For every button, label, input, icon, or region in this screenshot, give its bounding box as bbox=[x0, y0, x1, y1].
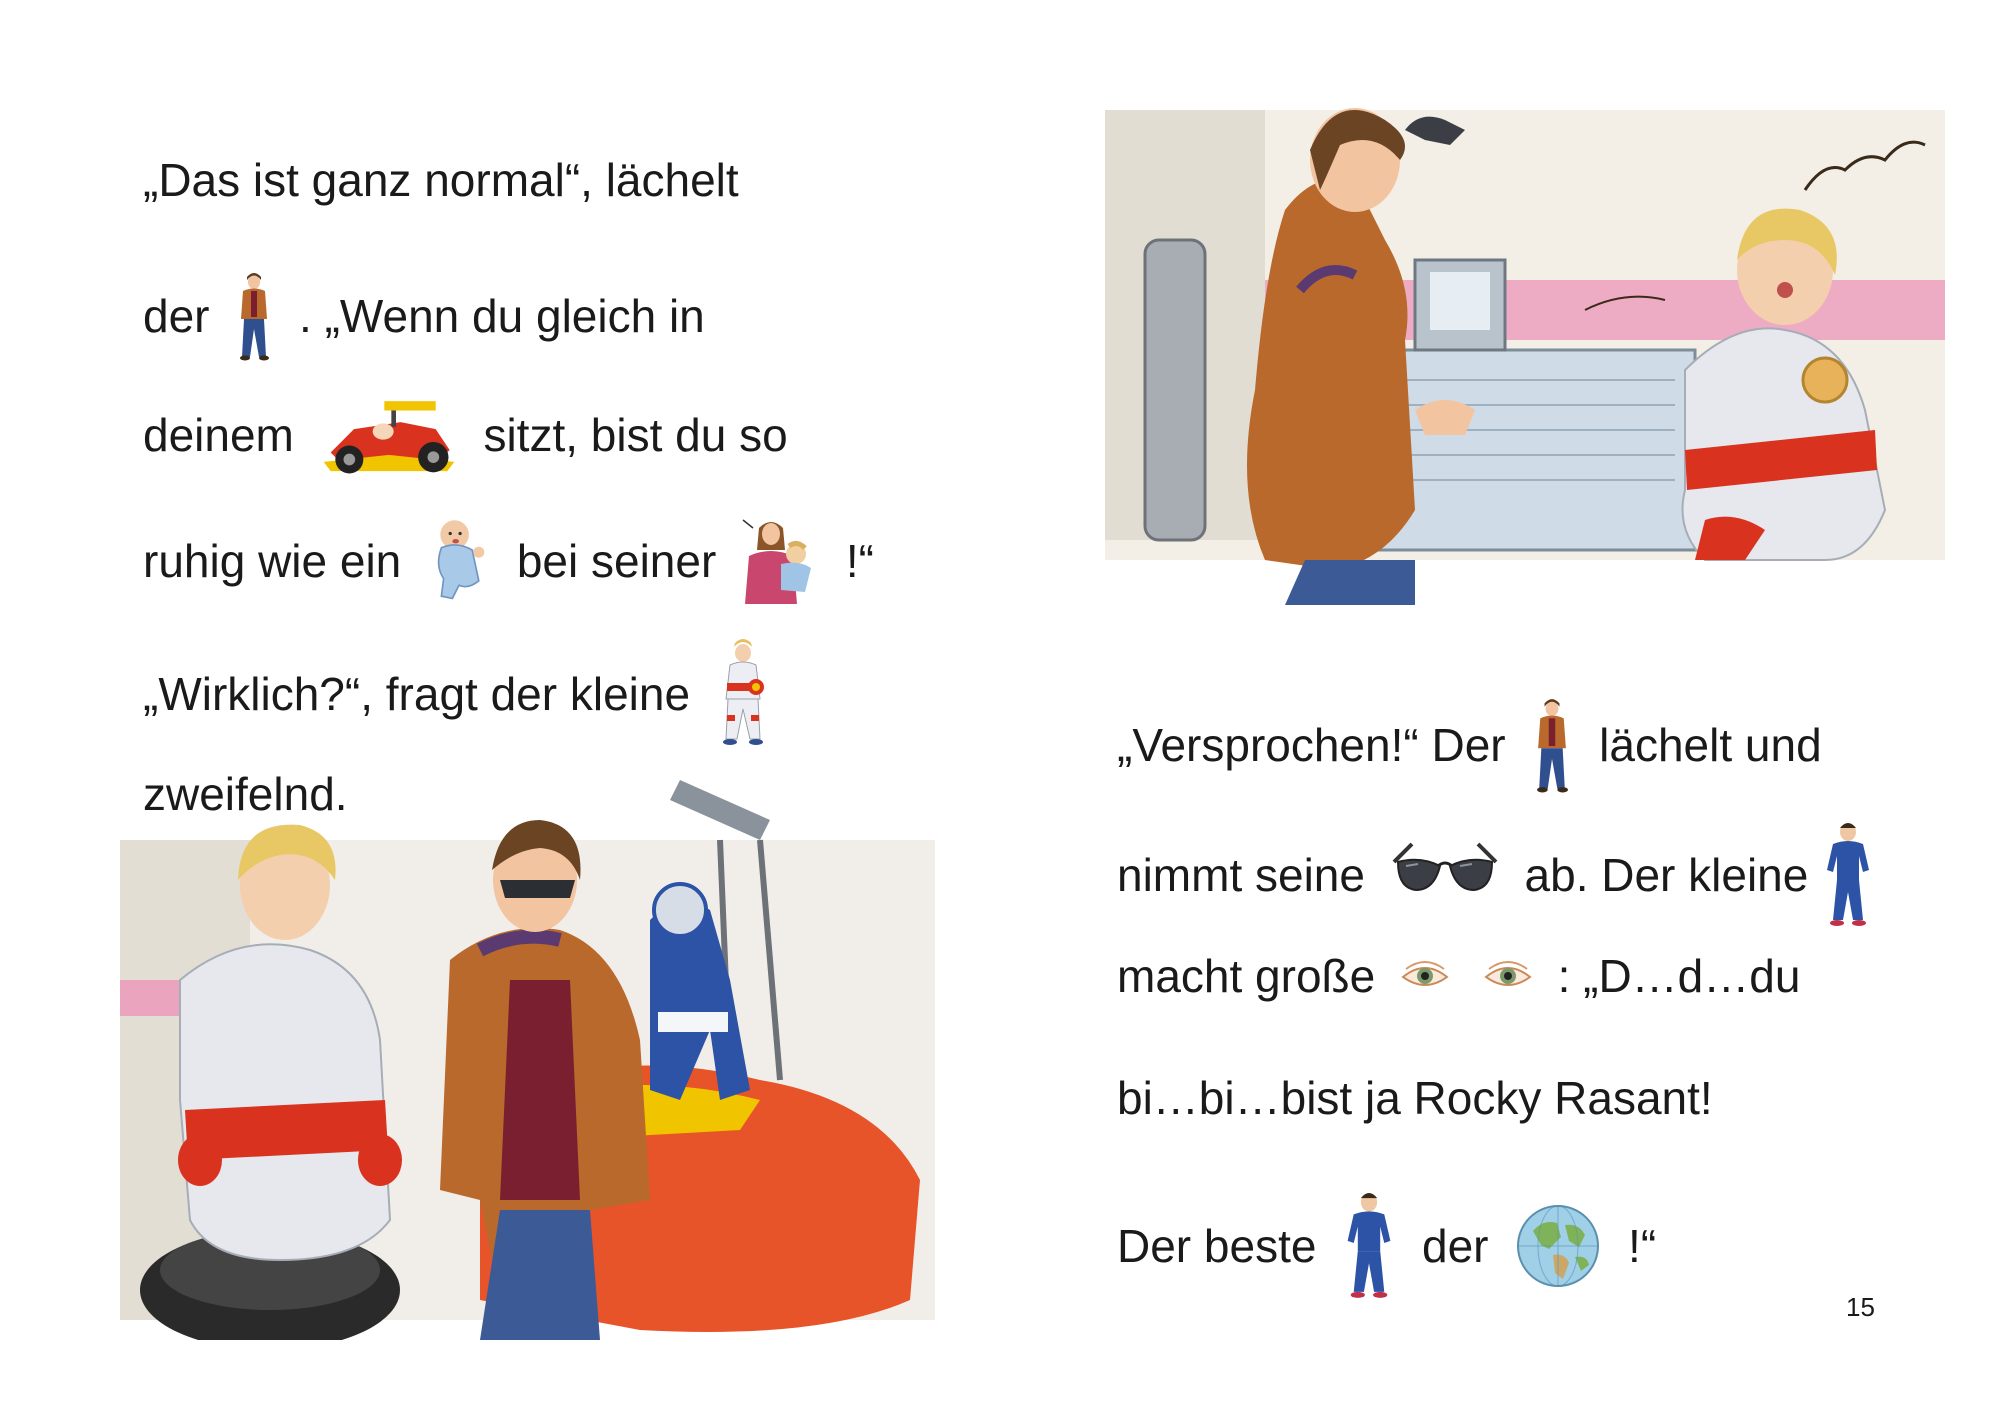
man-in-brown-jacket-icon bbox=[1530, 697, 1574, 793]
garage-illustration-top bbox=[1085, 90, 1955, 605]
right-line-5-text-b: der bbox=[1422, 1220, 1489, 1272]
left-line-2-text-b: . „Wenn du gleich in bbox=[299, 290, 705, 342]
eyes-icon bbox=[1483, 959, 1533, 993]
left-line-5-text: „Wirklich?“, fragt der kleine bbox=[143, 668, 691, 720]
sunglasses-icon bbox=[1390, 840, 1500, 910]
right-line-2-text-b: ab. Der kleine bbox=[1524, 849, 1809, 901]
left-line-5 bbox=[143, 639, 783, 749]
left-line-2 bbox=[143, 271, 705, 361]
right-line-5-text-c: !“ bbox=[1628, 1220, 1657, 1272]
race-driver-blue-suit-icon bbox=[1341, 1190, 1397, 1302]
left-line-4 bbox=[143, 516, 874, 606]
eyes-icon bbox=[1400, 959, 1450, 993]
right-line-5-text-a: Der beste bbox=[1117, 1220, 1317, 1272]
boy-race-driver-icon bbox=[715, 639, 771, 749]
left-line-6-text: zweifelnd. bbox=[143, 767, 348, 820]
baby-icon bbox=[426, 517, 492, 605]
left-line-1 bbox=[143, 148, 739, 208]
right-line-2-text-a: nimmt seine bbox=[1117, 849, 1365, 901]
right-line-4 bbox=[1117, 1066, 1713, 1126]
left-line-4-text-b: bei seiner bbox=[516, 535, 717, 587]
left-line-3 bbox=[143, 394, 788, 476]
right-line-3 bbox=[1117, 944, 1800, 1004]
right-line-3-text-a: macht große bbox=[1117, 949, 1376, 1002]
man-in-brown-jacket-icon bbox=[234, 271, 274, 361]
right-line-4-text: bi…bi…bist ja Rocky Rasant! bbox=[1117, 1071, 1713, 1124]
left-line-4-text-a: ruhig wie ein bbox=[143, 535, 402, 587]
left-line-2-text-a: der bbox=[143, 290, 210, 342]
right-line-1 bbox=[1117, 697, 1822, 793]
right-line-1-text-a: „Versprochen!“ Der bbox=[1117, 719, 1506, 771]
mother-with-child-icon bbox=[741, 516, 821, 606]
left-line-1-text: „Das ist ganz normal“, lächelt bbox=[143, 153, 739, 206]
left-line-3-text-b: sitzt, bist du so bbox=[483, 409, 788, 461]
right-line-5 bbox=[1117, 1190, 1656, 1302]
right-line-3-text-b: : „D…d…du bbox=[1557, 949, 1801, 1002]
left-line-4-text-c: !“ bbox=[845, 535, 874, 587]
race-car-icon bbox=[319, 394, 459, 476]
pit-stop-illustration-bottom bbox=[120, 780, 935, 1340]
right-line-2 bbox=[1117, 820, 1885, 930]
left-line-3-text-a: deinem bbox=[143, 409, 294, 461]
right-line-1-text-b: lächelt und bbox=[1599, 719, 1822, 771]
boy-race-driver-icon bbox=[1823, 820, 1873, 930]
globe-icon bbox=[1513, 1201, 1603, 1291]
page-number: 15 bbox=[1846, 1292, 1875, 1322]
